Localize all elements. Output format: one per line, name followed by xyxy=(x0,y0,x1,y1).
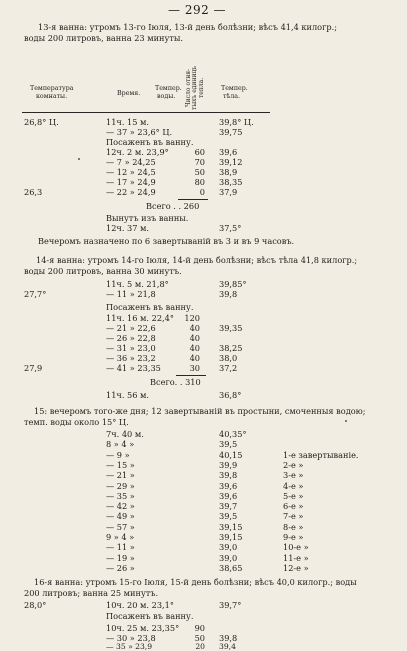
table-cell: 11ч. 5 м. 21,8° xyxy=(106,279,169,289)
table-cell: 39,0 xyxy=(219,553,238,563)
table-cell: 10ч. 25 м. 23,35° xyxy=(106,623,180,633)
print-speck xyxy=(345,420,347,422)
table-cell: 3-е » xyxy=(283,470,304,480)
table-cell: 10-е » xyxy=(283,542,309,552)
table-cell: — 35 » xyxy=(106,491,135,501)
total-value: Всего . . 260 xyxy=(146,201,200,211)
table-cell: — 37 » 23,6° Ц. xyxy=(106,127,173,137)
table-cell: 9-е » xyxy=(283,532,304,542)
table-cell: 120 xyxy=(184,313,200,323)
col-header-body-temp-2: тѣла. xyxy=(223,93,241,100)
table-cell: 20 xyxy=(195,642,205,651)
table-cell: 50 xyxy=(194,633,205,643)
table-cell: — 11 » xyxy=(106,542,135,552)
table-cell: 12-е » xyxy=(283,563,309,573)
out-of-bath-body: 36,8° xyxy=(219,390,242,400)
table-cell: — 31 » 23,0 xyxy=(106,343,156,353)
table-cell: 39,8 xyxy=(219,470,238,480)
table-cell: — 49 » xyxy=(106,511,135,521)
table-cell: 38,35 xyxy=(219,177,243,187)
section-15-heading: 15: вечеромъ того-же дня; 12 завертываній въ простыни, смоченныя водою; xyxy=(34,406,366,416)
table-cell: — 22 » 24,9 xyxy=(106,187,156,197)
table-cell: 39,85° xyxy=(219,279,247,289)
table-cell: 40 xyxy=(189,323,200,333)
table-cell: 39,6 xyxy=(219,491,238,501)
table-cell: 6-е » xyxy=(283,501,304,511)
out-of-bath-label: Вынутъ изъ ванны. xyxy=(106,213,189,223)
out-of-bath-time: 11ч. 56 м. xyxy=(106,390,150,400)
table-cell: — 57 » xyxy=(106,522,135,532)
table-cell: — 15 » xyxy=(106,460,135,470)
table-cell: 38,9 xyxy=(219,167,238,177)
table-cell: 12ч. 2 м. 23,9° xyxy=(106,147,169,157)
table-cell: — 30 » 23,8 xyxy=(106,633,156,643)
table-cell: — 21 » 22,6 xyxy=(106,323,156,333)
col-header-water-temp: Темпер. xyxy=(155,85,182,92)
out-of-bath-time: 12ч. 37 м. xyxy=(106,223,150,233)
section-13-heading: 13-я ванна: утромъ 13-го Іюля, 13-й день болѣзни; вѣсъ 41,4 килогр.; xyxy=(38,22,337,32)
table-cell: 40 xyxy=(189,353,200,363)
table-cell: Посаженъ въ ванну. xyxy=(106,137,194,147)
table-cell: 11-е » xyxy=(283,553,309,563)
col-header-body-temp: Темпер. xyxy=(221,85,248,92)
table-cell: 50 xyxy=(194,167,205,177)
table-cell: 39,6 xyxy=(219,147,238,157)
col-header-room-temp: Температура xyxy=(30,85,74,92)
table-cell: 39,4 xyxy=(219,642,236,651)
table-cell: — 26 » xyxy=(106,563,135,573)
table-cell: 39,7° xyxy=(219,600,242,610)
table-cell: 0 xyxy=(199,187,205,197)
table-cell: 40,35° xyxy=(219,429,247,439)
evening-note: Вечеромъ назначено по 6 завертываній въ 3 и въ 9 часовъ. xyxy=(38,236,295,246)
table-cell: 39,12 xyxy=(219,157,243,167)
table-cell: 39,15 xyxy=(219,532,243,542)
table-cell: — 19 » xyxy=(106,553,135,563)
table-cell: 39,5 xyxy=(219,439,238,449)
table-cell: 11ч. 15 м. xyxy=(106,117,150,127)
table-cell: 39,8 xyxy=(219,633,238,643)
table-cell: — 11 » 21,8 xyxy=(106,289,156,299)
table-cell: — 17 » 24,9 xyxy=(106,177,156,187)
table-cell: — 21 » xyxy=(106,470,135,480)
table-cell: 7-е » xyxy=(283,511,304,521)
table-cell: 39,35 xyxy=(219,323,243,333)
table-cell: — 7 » 24,25 xyxy=(106,157,156,167)
seated-label: Посаженъ въ ванну. xyxy=(106,611,194,621)
page-number: — 292 — xyxy=(168,3,227,17)
table-cell: 37,9 xyxy=(219,187,238,197)
table-cell: — 12 » 24,5 xyxy=(106,167,156,177)
col-header-water-temp-2: воды. xyxy=(157,93,176,100)
out-of-bath-body: 37,5° xyxy=(219,223,242,233)
table-cell: 40 xyxy=(189,343,200,353)
table-cell: 39,8 xyxy=(219,289,238,299)
section-14-heading-cont: воды 200 литровъ, ванна 30 минутъ. xyxy=(24,266,182,276)
table-cell: 27,7° xyxy=(24,289,47,299)
table-cell: 1-е завертываніе. xyxy=(283,450,359,460)
section-15-heading-cont: темп. воды около 15° Ц. xyxy=(24,417,129,427)
table-cell: 39,7 xyxy=(219,501,238,511)
table-cell: 39,9 xyxy=(219,460,238,470)
section-16-heading: 16-я ванна: утромъ 15-го Іюля, 15-й день болѣзни; вѣсъ 40,0 килогр.; воды xyxy=(34,577,357,587)
col-header-time: Время. xyxy=(117,90,141,97)
table-cell: 39,6 xyxy=(219,481,238,491)
table-cell: 39,15 xyxy=(219,522,243,532)
table-cell: 40 xyxy=(189,333,200,343)
table-cell: 60 xyxy=(194,147,205,157)
table-cell: 26,8° Ц. xyxy=(24,117,59,127)
table-cell: 38,25 xyxy=(219,343,243,353)
table-cell: 39,5 xyxy=(219,511,238,521)
total-value: Всего. . 310 xyxy=(150,377,201,387)
table-cell: — 36 » 23,2 xyxy=(106,353,156,363)
sum-rule xyxy=(176,375,206,376)
print-speck xyxy=(78,158,80,160)
table-cell: — 26 » 22,8 xyxy=(106,333,156,343)
table-cell: 27,9 xyxy=(24,363,43,373)
col-header-heat-units: Число отня- тыхъ единицъ тепла. xyxy=(185,65,205,110)
table-cell: — 29 » xyxy=(106,481,135,491)
col-header-room-temp-2: комнаты. xyxy=(36,93,68,100)
table-cell: 2-е » xyxy=(283,460,304,470)
header-rule xyxy=(22,112,270,113)
section-16-heading-cont: 200 литровъ; ванна 25 минутъ. xyxy=(24,588,159,598)
table-cell: 39,0 xyxy=(219,542,238,552)
table-cell: 11ч. 16 м. 22,4° xyxy=(106,313,174,323)
table-cell: — 42 » xyxy=(106,501,135,511)
seated-label: Посаженъ въ ванну. xyxy=(106,302,194,312)
table-cell: 8 » 4 » xyxy=(106,439,135,449)
table-cell: 40,15 xyxy=(219,450,243,460)
table-cell: 7ч. 40 м. xyxy=(106,429,144,439)
table-cell: 70 xyxy=(194,157,205,167)
table-cell: 38,0 xyxy=(219,353,238,363)
table-cell: — 41 » 23,35 xyxy=(106,363,161,373)
table-cell: 26,3 xyxy=(24,187,43,197)
table-cell: 10ч. 20 м. 23,1° xyxy=(106,600,174,610)
table-cell: 39,75 xyxy=(219,127,243,137)
section-14-heading: 14-я ванна: утромъ 14-го Іюля, 14-й день болѣзни; вѣсъ тѣла 41,8 килогр.; xyxy=(36,255,358,265)
table-cell: 9 » 4 » xyxy=(106,532,135,542)
table-cell: 38,65 xyxy=(219,563,243,573)
table-cell: 28,0° xyxy=(24,600,47,610)
table-cell: 90 xyxy=(194,623,205,633)
sum-rule xyxy=(178,199,208,200)
table-cell: 4-е » xyxy=(283,481,304,491)
table-cell: 80 xyxy=(194,177,205,187)
table-cell: 30 xyxy=(189,363,200,373)
table-cell: 5-е » xyxy=(283,491,304,501)
table-cell: 39,8° Ц. xyxy=(219,117,254,127)
table-cell: 37,2 xyxy=(219,363,238,373)
table-cell: — 35 » 23,9 xyxy=(106,642,153,651)
table-cell: 8-е » xyxy=(283,522,304,532)
table-cell: — 9 » xyxy=(106,450,130,460)
section-13-heading-cont: воды 200 литровъ, ванна 23 минуты. xyxy=(24,33,183,43)
